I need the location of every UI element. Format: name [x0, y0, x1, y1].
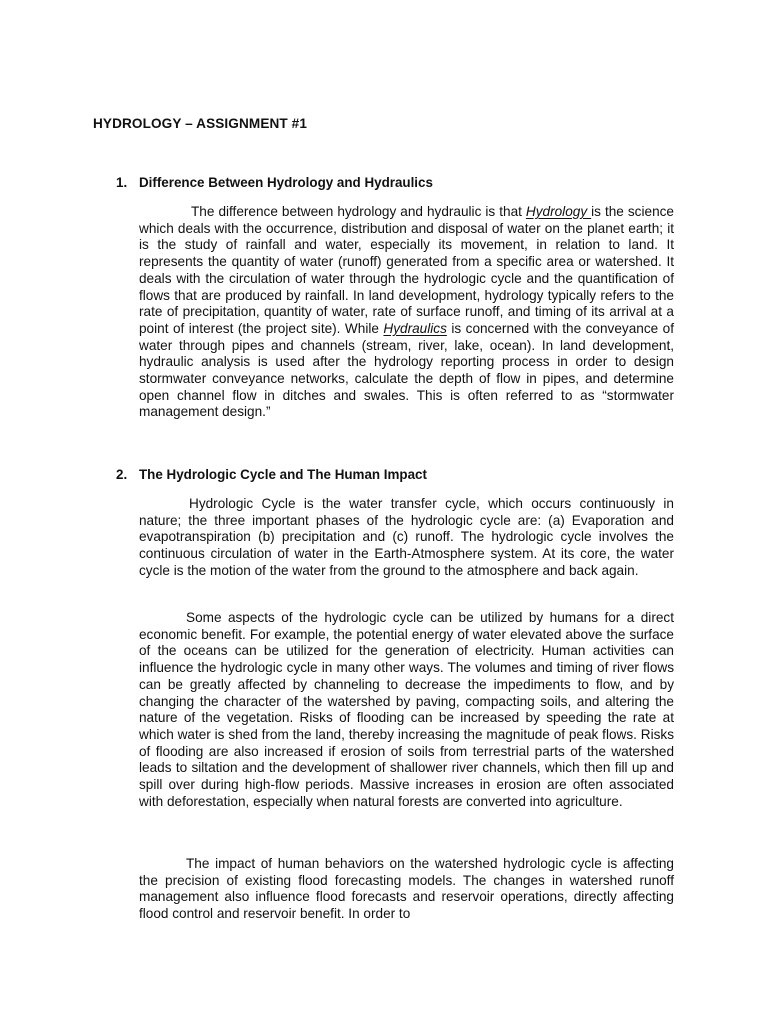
- section-title: Difference Between Hydrology and Hydraulics: [139, 175, 433, 190]
- paragraph-text: is the science which deals with the occurrence, distribution and disposal of water on the planet earth; it is the study of rainfall and water, especially its movement, in relation to land. It represents the quantity of water (runoff) generated from a specific area or watershed. It deals with the circulation of water through the hydrologic cycle and the quantification of flows that are produced by rainfall. In land development, hydrology typically refers to the rate of precipitation, quantity of water, rate of surface runoff, and timing of its arrival at a point of interest (the project site). While: [139, 204, 674, 336]
- document-title: HYDROLOGY – ASSIGNMENT #1: [93, 116, 307, 131]
- paragraph-text: The difference between hydrology and hydraulic is that: [191, 204, 526, 219]
- hydrology-term: Hydrology: [525, 204, 592, 219]
- section-title: The Hydrologic Cycle and The Human Impact: [139, 467, 427, 482]
- paragraph: [139, 204, 674, 421]
- section-number: 2.: [116, 467, 128, 482]
- section-number: 1.: [116, 175, 128, 190]
- paragraph: The impact of human behaviors on the watershed hydrologic cycle is affecting the precision of existing flood forecasting models. The changes in watershed runoff management also influence flood forecasts and reservoir operations, directly affecting flood control and reservoir benefit. In order to: [139, 856, 674, 922]
- paragraph: Hydrologic Cycle is the water transfer cycle, which occurs continuously in nature; the three important phases of the hydrologic cycle are: (a) Evaporation and evapotranspiration (b) precipitation and (c) runoff. The hydrologic cycle involves the continuous circulation of water in the Earth-Atmosphere system. At its core, the water cycle is the motion of the water from the ground to the atmosphere and back again.: [139, 496, 674, 578]
- section-heading: [116, 467, 427, 482]
- section-heading: [116, 175, 433, 190]
- paragraph-text: is concerned with the conveyance of water through pipes and channels (stream, river, lake, ocean). In land development, hydraulic analysis is used after the hydrology reporting process in order to design stormwater conveyance networks, calculate the depth of flow in pipes, and determine open channel flow in ditches and swales. This is often referred to as “stormwater management design.”: [139, 320, 674, 420]
- paragraph: Some aspects of the hydrologic cycle can be utilized by humans for a direct economic benefit. For example, the potential energy of water elevated above the surface of the oceans can be utilized for the generation of electricity. Human activities can influence the hydrologic cycle in many other ways. The volumes and timing of river flows can be greatly affected by channeling to decrease the impediments to flow, and by changing the character of the watershed by paving, compacting soils, and altering the nature of the vegetation. Risks of flooding can be increased by speeding the rate at which water is shed from the land, thereby increasing the magnitude of peak flows. Risks of flooding are also increased if erosion of soils from terrestrial parts of the watershed leads to siltation and the development of shallower river channels, which then fill up and spill over during high-flow periods. Massive increases in erosion are often associated with deforestation, especially when natural forests are converted into agriculture.: [139, 610, 674, 809]
- hydraulics-term: Hydraulics: [383, 320, 447, 336]
